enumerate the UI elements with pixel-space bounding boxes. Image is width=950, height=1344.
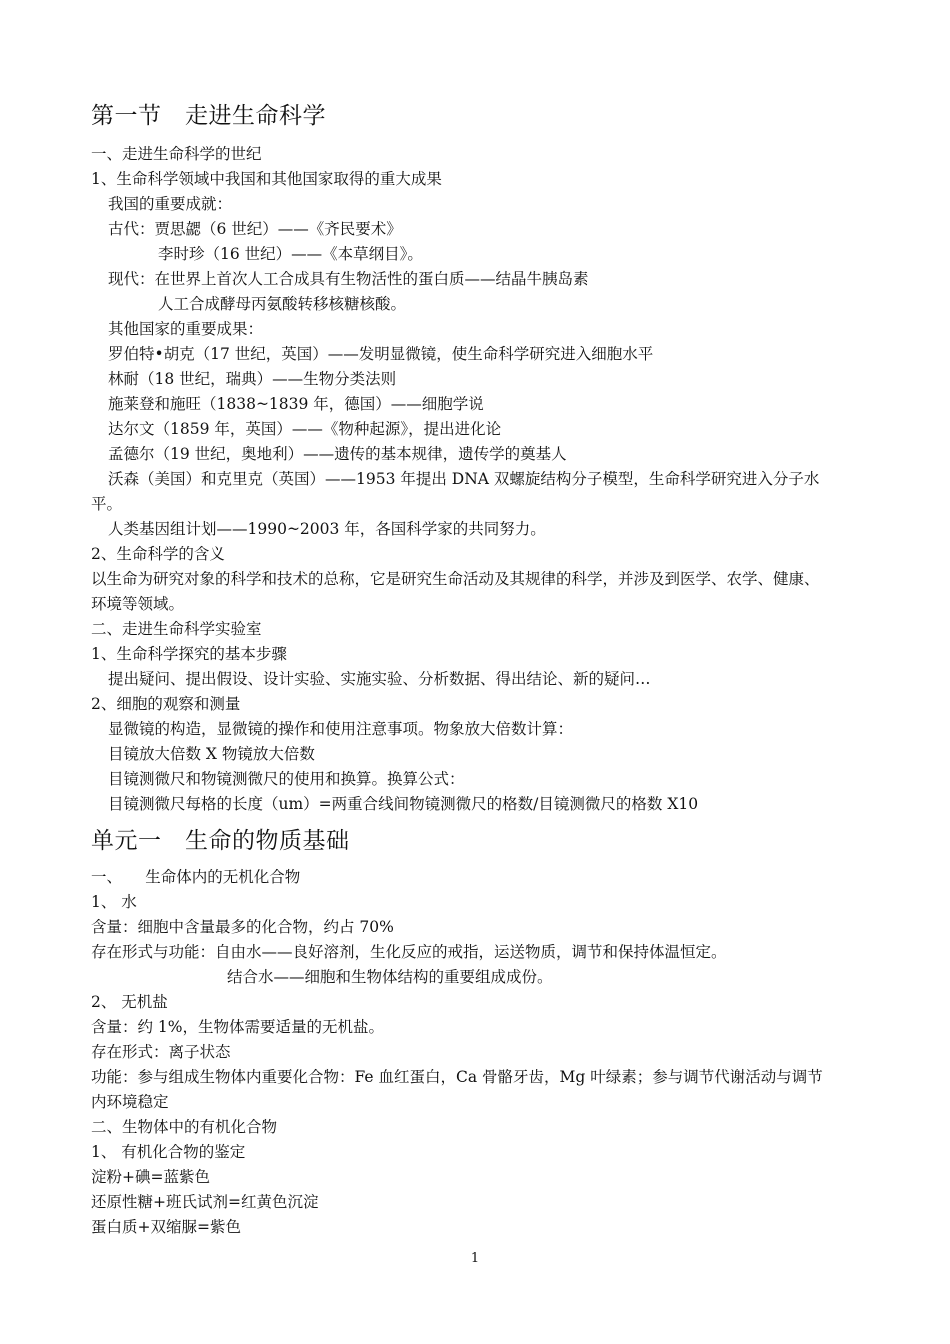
heading-line: 2、 无机盐: [91, 993, 168, 1011]
heading-line: 2、细胞的观察和测量: [91, 695, 241, 713]
text-line: 沃森（美国）和克里克（英国）——1953 年提出 DNA 双螺旋结构分子模型，生命科学研究进入分子水: [108, 470, 820, 488]
text-line: 淀粉+碘=蓝紫色: [91, 1168, 210, 1186]
text-line: 提出疑问、提出假设、设计实验、实施实验、分析数据、得出结论、新的疑问…: [108, 670, 651, 688]
text-line: 含量：约 1%，生物体需要适量的无机盐。: [91, 1018, 385, 1036]
text-line: 以生命为研究对象的科学和技术的总称，它是研究生命活动及其规律的科学，并涉及到医学、农学、健康、: [91, 570, 820, 588]
heading-line: 一、 生命体内的无机化合物: [91, 868, 301, 886]
heading-line: 1、生命科学探究的基本步骤: [91, 645, 287, 663]
text-line: 其他国家的重要成果：: [108, 320, 264, 338]
text-line: 古代：贾思勰（6 世纪）——《齐民要术》: [108, 220, 402, 238]
heading-line: 1、生命科学领域中我国和其他国家取得的重大成果: [91, 170, 442, 188]
section-title: 第一节 走进生命科学: [91, 103, 326, 129]
text-line: 达尔文（1859 年，英国）——《物种起源》，提出进化论: [108, 420, 502, 438]
text-line: 罗伯特•胡克（17 世纪，英国）——发明显微镜，使生命科学研究进入细胞水平: [108, 345, 654, 363]
text-line: 目镜放大倍数 X 物镜放大倍数: [108, 745, 315, 763]
heading-line: 二、走进生命科学实验室: [91, 620, 262, 638]
text-line: 蛋白质+双缩脲=紫色: [91, 1218, 241, 1236]
heading-line: 一、走进生命科学的世纪: [91, 145, 262, 163]
text-line: 含量：细胞中含量最多的化合物，约占 70%: [91, 918, 394, 936]
unit-title: 单元一 生命的物质基础: [91, 828, 350, 854]
text-line: 环境等领域。: [91, 595, 185, 613]
text-line: 我国的重要成就：: [108, 195, 233, 213]
heading-line: 2、生命科学的含义: [91, 545, 225, 563]
text-line: 目镜测微尺和物镜测微尺的使用和换算。换算公式：: [108, 770, 465, 788]
text-line: 还原性糖+班氏试剂=红黄色沉淀: [91, 1193, 319, 1211]
heading-line: 1、 水: [91, 893, 137, 911]
heading-line: 1、 有机化合物的鉴定: [91, 1143, 246, 1161]
text-line: 施莱登和施旺（1838~1839 年，德国）——细胞学说: [108, 395, 484, 413]
text-line: 目镜测微尺每格的长度（um）=两重合线间物镜测微尺的格数/目镜测微尺的格数 X10: [108, 795, 699, 813]
text-line: 显微镜的构造，显微镜的操作和使用注意事项。物象放大倍数计算：: [108, 720, 574, 738]
text-line: 功能：参与组成生物体内重要化合物：Fe 血红蛋白，Ca 骨骼牙齿，Mg 叶绿素；参与调节代谢活动与调节: [91, 1068, 823, 1086]
text-line: 现代：在世界上首次人工合成具有生物活性的蛋白质——结晶牛胰岛素: [108, 270, 589, 288]
text-line: 人类基因组计划——1990~2003 年，各国科学家的共同努力。: [108, 520, 546, 538]
text-line: 结合水——细胞和生物体结构的重要组成成份。: [227, 968, 553, 986]
text-line: 人工合成酵母丙氨酸转移核糖核酸。: [158, 295, 407, 313]
page-number: 1: [470, 1251, 480, 1266]
text-line: 李时珍（16 世纪）——《本草纲目》。: [158, 245, 423, 263]
text-line: 内环境稳定: [91, 1093, 169, 1111]
text-line: 平。: [91, 495, 123, 513]
text-line: 林耐（18 世纪，瑞典）——生物分类法则: [108, 370, 397, 388]
text-line: 存在形式与功能：自由水——良好溶剂，生化反应的戒指，运送物质，调节和保持体温恒定。: [91, 943, 727, 961]
text-line: 存在形式：离子状态: [91, 1043, 231, 1061]
text-line: 孟德尔（19 世纪，奥地利）——遗传的基本规律，遗传学的奠基人: [108, 445, 567, 463]
heading-line: 二、生物体中的有机化合物: [91, 1118, 278, 1136]
